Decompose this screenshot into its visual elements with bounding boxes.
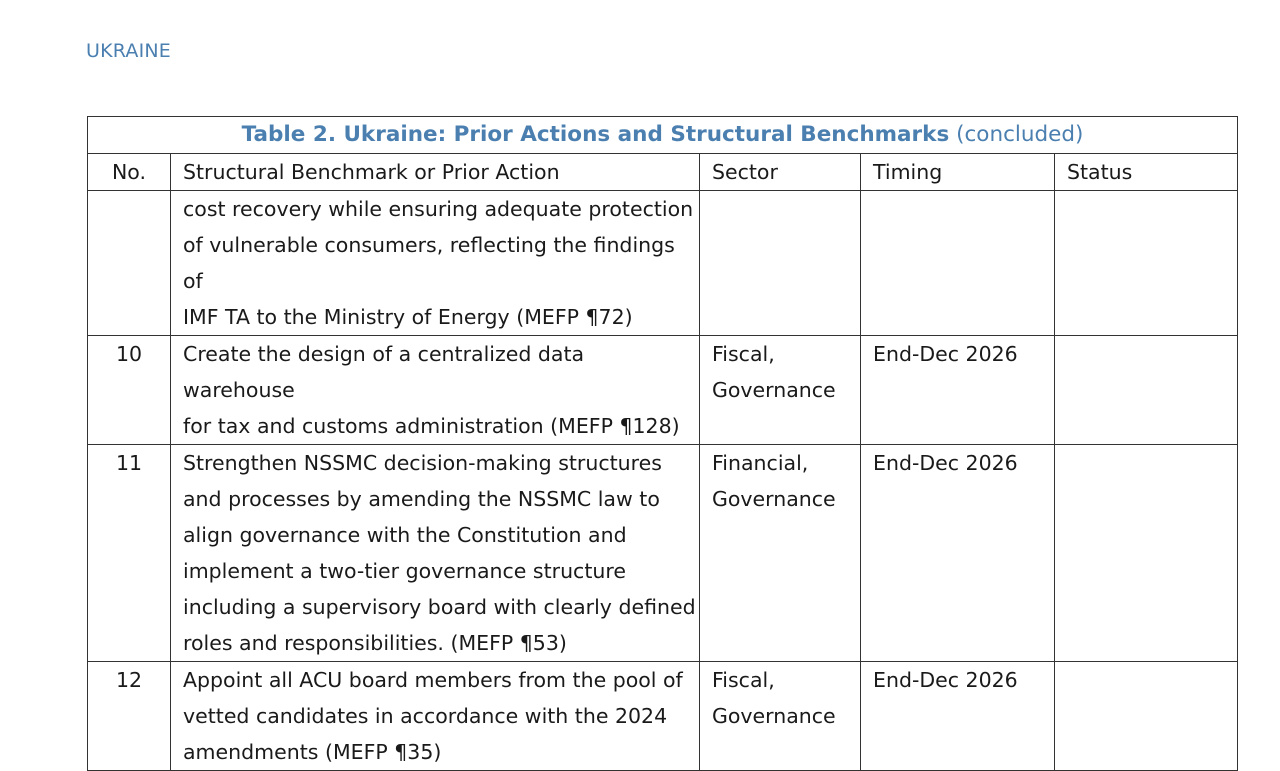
table-row: [88, 445, 1238, 662]
table-row: [88, 662, 1238, 771]
timing-cell: End-Dec 2026: [861, 662, 1055, 771]
table-title-row: [88, 117, 1238, 154]
column-header-status: Status: [1055, 154, 1238, 191]
status-cell: [1055, 445, 1238, 662]
table-title-suffix: (concluded): [956, 122, 1084, 147]
sector-line: Financial,: [712, 451, 809, 475]
benchmark-line: vetted candidates in accordance with the 2024: [183, 704, 668, 728]
table-title: [88, 117, 1238, 154]
table-row: [88, 336, 1238, 445]
column-header-benchmark: Structural Benchmark or Prior Action: [171, 154, 700, 191]
sector-line: Governance: [712, 378, 836, 402]
timing-cell: End-Dec 2026: [861, 336, 1055, 445]
column-header-sector: Sector: [700, 154, 861, 191]
column-header-no: No.: [88, 154, 171, 191]
sector-cell: [700, 445, 861, 662]
benchmark-line: implement a two-tier governance structure: [183, 559, 626, 583]
status-cell: [1055, 191, 1238, 336]
running-head: UKRAINE: [86, 40, 172, 62]
row-number: 11: [88, 445, 171, 662]
benchmark-line: amendments (MEFP ¶35): [183, 740, 442, 764]
column-header-timing: Timing: [861, 154, 1055, 191]
sector-line: Governance: [712, 704, 836, 728]
sector-line: Fiscal,: [712, 668, 775, 692]
sector-line: Governance: [712, 487, 836, 511]
benchmarks-table: [87, 116, 1238, 771]
sector-line: Fiscal,: [712, 342, 775, 366]
benchmark-line: including a supervisory board with clearly defined: [183, 595, 696, 619]
benchmark-line: Appoint all ACU board members from the pool of: [183, 668, 683, 692]
row-number: 10: [88, 336, 171, 445]
benchmark-description: [171, 336, 700, 445]
benchmark-line: IMF TA to the Ministry of Energy (MEFP ¶72): [183, 305, 633, 329]
timing-cell: End-Dec 2026: [861, 445, 1055, 662]
benchmark-line: of vulnerable consumers, reflecting the findings of: [183, 233, 675, 293]
benchmark-line: and processes by amending the NSSMC law to: [183, 487, 660, 511]
benchmark-description: [171, 191, 700, 336]
benchmark-line: cost recovery while ensuring adequate protection: [183, 197, 694, 221]
table-title-main: Table 2. Ukraine: Prior Actions and Structural Benchmarks: [241, 122, 950, 147]
sector-cell: [700, 662, 861, 771]
benchmark-line: for tax and customs administration (MEFP ¶128): [183, 414, 680, 438]
sector-cell: [700, 336, 861, 445]
benchmark-line: align governance with the Constitution and: [183, 523, 627, 547]
status-cell: [1055, 336, 1238, 445]
benchmark-line: Strengthen NSSMC decision-making structures: [183, 451, 662, 475]
benchmark-description: [171, 662, 700, 771]
table-header-row: [88, 154, 1238, 191]
row-number: 12: [88, 662, 171, 771]
row-number: [88, 191, 171, 336]
benchmark-description: [171, 445, 700, 662]
benchmark-line: Create the design of a centralized data warehouse: [183, 342, 585, 402]
timing-cell: [861, 191, 1055, 336]
table-row: [88, 191, 1238, 336]
benchmark-line: roles and responsibilities. (MEFP ¶53): [183, 631, 567, 655]
status-cell: [1055, 662, 1238, 771]
sector-cell: [700, 191, 861, 336]
